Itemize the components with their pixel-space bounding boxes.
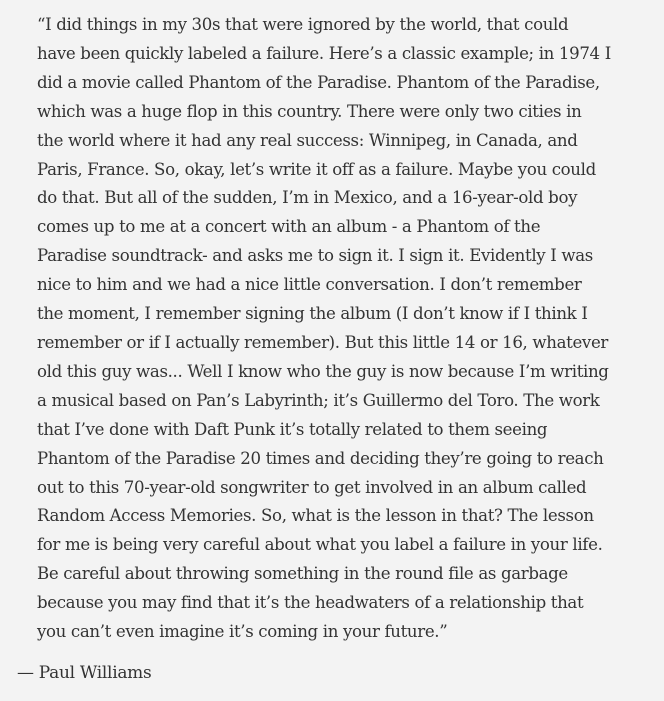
quote-line: old this guy was... Well I know who the guy is now because I’m writing [37,361,609,381]
quote-line: comes up to me at a concert with an album - a Phantom of the [37,217,541,237]
quote-line: the world where it had any real success: Winnipeg, in Canada, and [37,130,578,150]
quote-line: Paradise soundtrack- and asks me to sign it. I sign it. Evidently I was [37,246,593,266]
quote-line: do that. But all of the sudden, I’m in Mexico, and a 16-year-old boy [37,188,578,208]
quote-text [37,11,662,647]
quote-line: the moment, I remember signing the album (I don’t know if I think I [37,304,588,324]
quote-line: Be careful about throwing something in the round file as garbage [37,564,568,584]
quote-line: Paris, France. So, okay, let’s write it off as a failure. Maybe you could [37,159,596,179]
quote-line: because you may find that it’s the headwaters of a relationship that [37,593,584,613]
quote-line: did a movie called Phantom of the Paradise. Phantom of the Paradise, [37,72,600,92]
quote-line: have been quickly labeled a failure. Here’s a classic example; in 1974 I [37,43,611,63]
quote-line: for me is being very careful about what you label a failure in your life. [37,535,603,555]
quote-line: you can’t even imagine it’s coming in your future.” [37,622,448,642]
quote-line: remember or if I actually remember). But this little 14 or 16, whatever [37,332,609,352]
quote-line: that I’ve done with Daft Punk it’s totally related to them seeing [37,419,548,439]
quote-line: a musical based on Pan’s Labyrinth; it’s Guillermo del Toro. The work [37,390,600,410]
quote-line: “I did things in my 30s that were ignored by the world, that could [37,15,569,34]
quote-attribution: — Paul Williams [17,663,152,683]
quote-line: which was a huge flop in this country. There were only two cities in [37,101,582,121]
quote-line: Phantom of the Paradise 20 times and deciding they’re going to reach [37,448,604,468]
quote-line: Random Access Memories. So, what is the lesson in that? The lesson [37,506,594,526]
quote-line: out to this 70-year-old songwriter to get involved in an album called [37,477,587,497]
quote-line: nice to him and we had a nice little conversation. I don’t remember [37,275,582,295]
